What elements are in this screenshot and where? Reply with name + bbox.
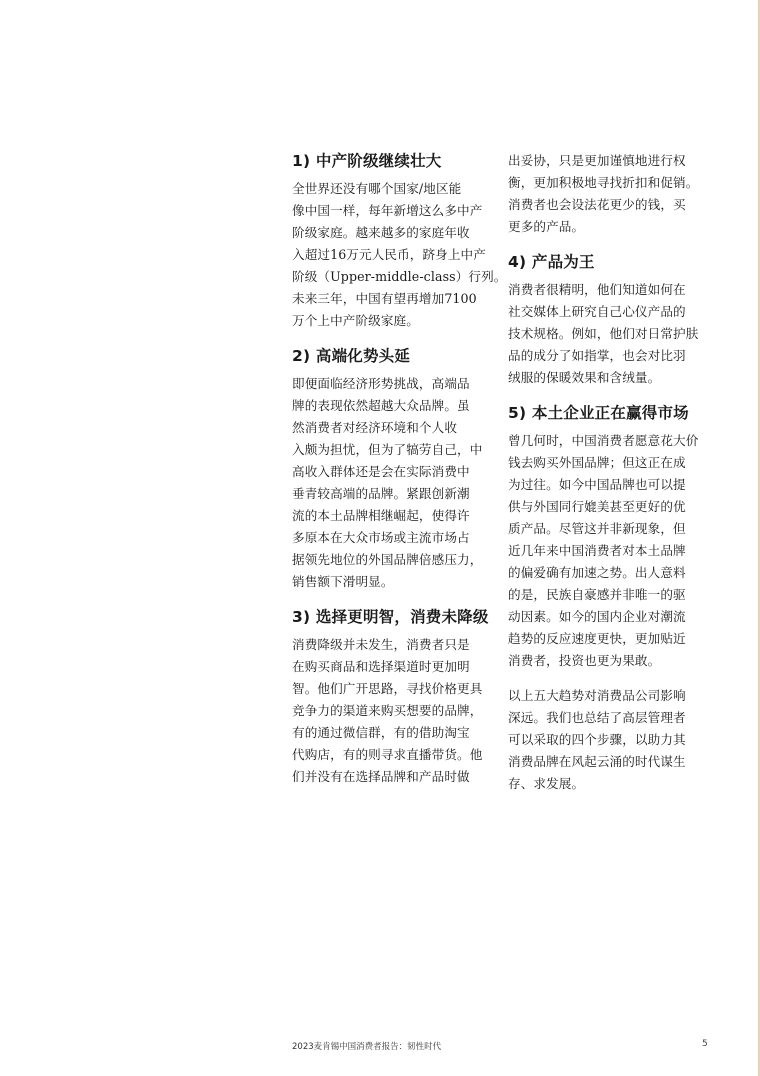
text-line: 以上五大趋势对消费品公司影响 [508,688,686,703]
text-line: 然消费者对经济环境和个人收 [292,420,458,435]
text-line: 智。他们广开思路，寻找价格更具 [292,681,483,696]
page-number: 5 [702,1039,708,1049]
section-body-smarter-choices [292,634,500,788]
text-line: 的偏爱确有加速之势。出人意料 [508,565,686,580]
text-line: 多原本在大众市场或主流市场占 [292,530,470,545]
text-line: 牌的表现依然超越大众品牌。虽 [292,398,470,413]
section-heading-smarter-choices: 3) 选择更明智，消费未降级 [292,608,489,626]
text-line: 万个上中产阶级家庭。 [292,313,419,328]
text-line: 有的通过微信群，有的借助淘宝 [292,725,470,740]
right-column [508,150,718,795]
text-line: 高收入群体还是会在实际消费中 [292,464,470,479]
text-line: 消费者也会设法花更少的钱，买 [508,197,686,212]
text-line: 品的成分了如指掌，也会对比羽 [508,348,686,363]
text-line: 绒服的保暖效果和含绒量。 [508,370,661,385]
section-body-local-companies [508,430,718,672]
text-line: 曾几何时，中国消费者愿意花大价 [508,433,699,448]
text-line: 更多的产品。 [508,219,585,234]
section-body-product-is-king [508,279,718,389]
text-line: 阶级（Upper-middle-class）行列。 [292,269,507,284]
text-line: 消费者，投资也更为果敢。 [508,653,661,668]
section-body-middle-class [292,178,507,332]
section-heading-middle-class: 1) 中产阶级继续壮大 [292,152,442,170]
text-line: 据领先地位的外国品牌倍感压力， [292,552,483,567]
text-line: 垂青较高端的品牌。紧跟创新潮 [292,486,470,501]
text-line: 存、求发展。 [508,776,585,791]
text-line: 消费降级并未发生，消费者只是 [292,637,470,652]
text-line: 钱去购买外国品牌；但这正在成 [508,455,686,470]
text-line: 入超过16万元人民币，跻身上中产 [292,247,486,262]
text-line: 质产品。尽管这并非新现象，但 [508,521,686,536]
text-line: 们并没有在选择品牌和产品时做 [292,769,470,784]
text-line: 社交媒体上研究自己心仪产品的 [508,304,686,319]
text-line: 像中国一样，每年新增这么多中产 [292,203,483,218]
text-line: 即便面临经济形势挑战，高端品 [292,376,470,391]
text-line: 消费者很精明，他们知道如何在 [508,282,686,297]
section-body-smarter-choices-continued [508,150,718,238]
text-line: 动因素。如今的国内企业对潮流 [508,609,686,624]
text-line: 流的本土品牌相继崛起，使得许 [292,508,470,523]
text-line: 衡，更加积极地寻找折扣和促销。 [508,175,699,190]
section-body-premiumization [292,373,500,593]
section-heading-local-companies: 5) 本土企业正在赢得市场 [508,404,689,422]
text-line: 销售额下滑明显。 [292,574,394,589]
text-line: 趋势的反应速度更快，更加贴近 [508,631,686,646]
text-line: 近几年来中国消费者对本土品牌 [508,543,686,558]
text-line: 全世界还没有哪个国家/地区能 [292,181,462,196]
text-line: 消费品牌在风起云涌的时代谋生 [508,754,686,769]
text-line: 代购店，有的则寻求直播带货。他 [292,747,483,762]
text-line: 出妥协，只是更加谨慎地进行权 [508,153,686,168]
text-line: 未来三年，中国有望再增加7100 [292,291,477,306]
section-heading-product-is-king: 4) 产品为王 [508,253,595,271]
text-line: 在购买商品和选择渠道时更加明 [292,659,470,674]
text-line: 可以采取的四个步骤，以助力其 [508,732,686,747]
section-heading-premiumization: 2) 高端化势头延 [292,347,411,365]
closing-paragraph [508,685,718,795]
text-line: 技术规格。例如，他们对日常护肤 [508,326,699,341]
text-line: 的是，民族自豪感并非唯一的驱 [508,587,686,602]
footer-report-title: 2023麦肯锡中国消费者报告：韧性时代 [292,1042,442,1052]
text-line: 竞争力的渠道来购买想要的品牌， [292,703,483,718]
text-line: 深远。我们也总结了高层管理者 [508,710,686,725]
left-column [292,150,507,788]
text-line: 入颇为担忧，但为了犒劳自己，中 [292,442,483,457]
text-line: 供与外国同行媲美甚至更好的优 [508,499,686,514]
text-line: 阶级家庭。越来越多的家庭年收 [292,225,470,240]
text-line: 为过往。如今中国品牌也可以提 [508,477,686,492]
